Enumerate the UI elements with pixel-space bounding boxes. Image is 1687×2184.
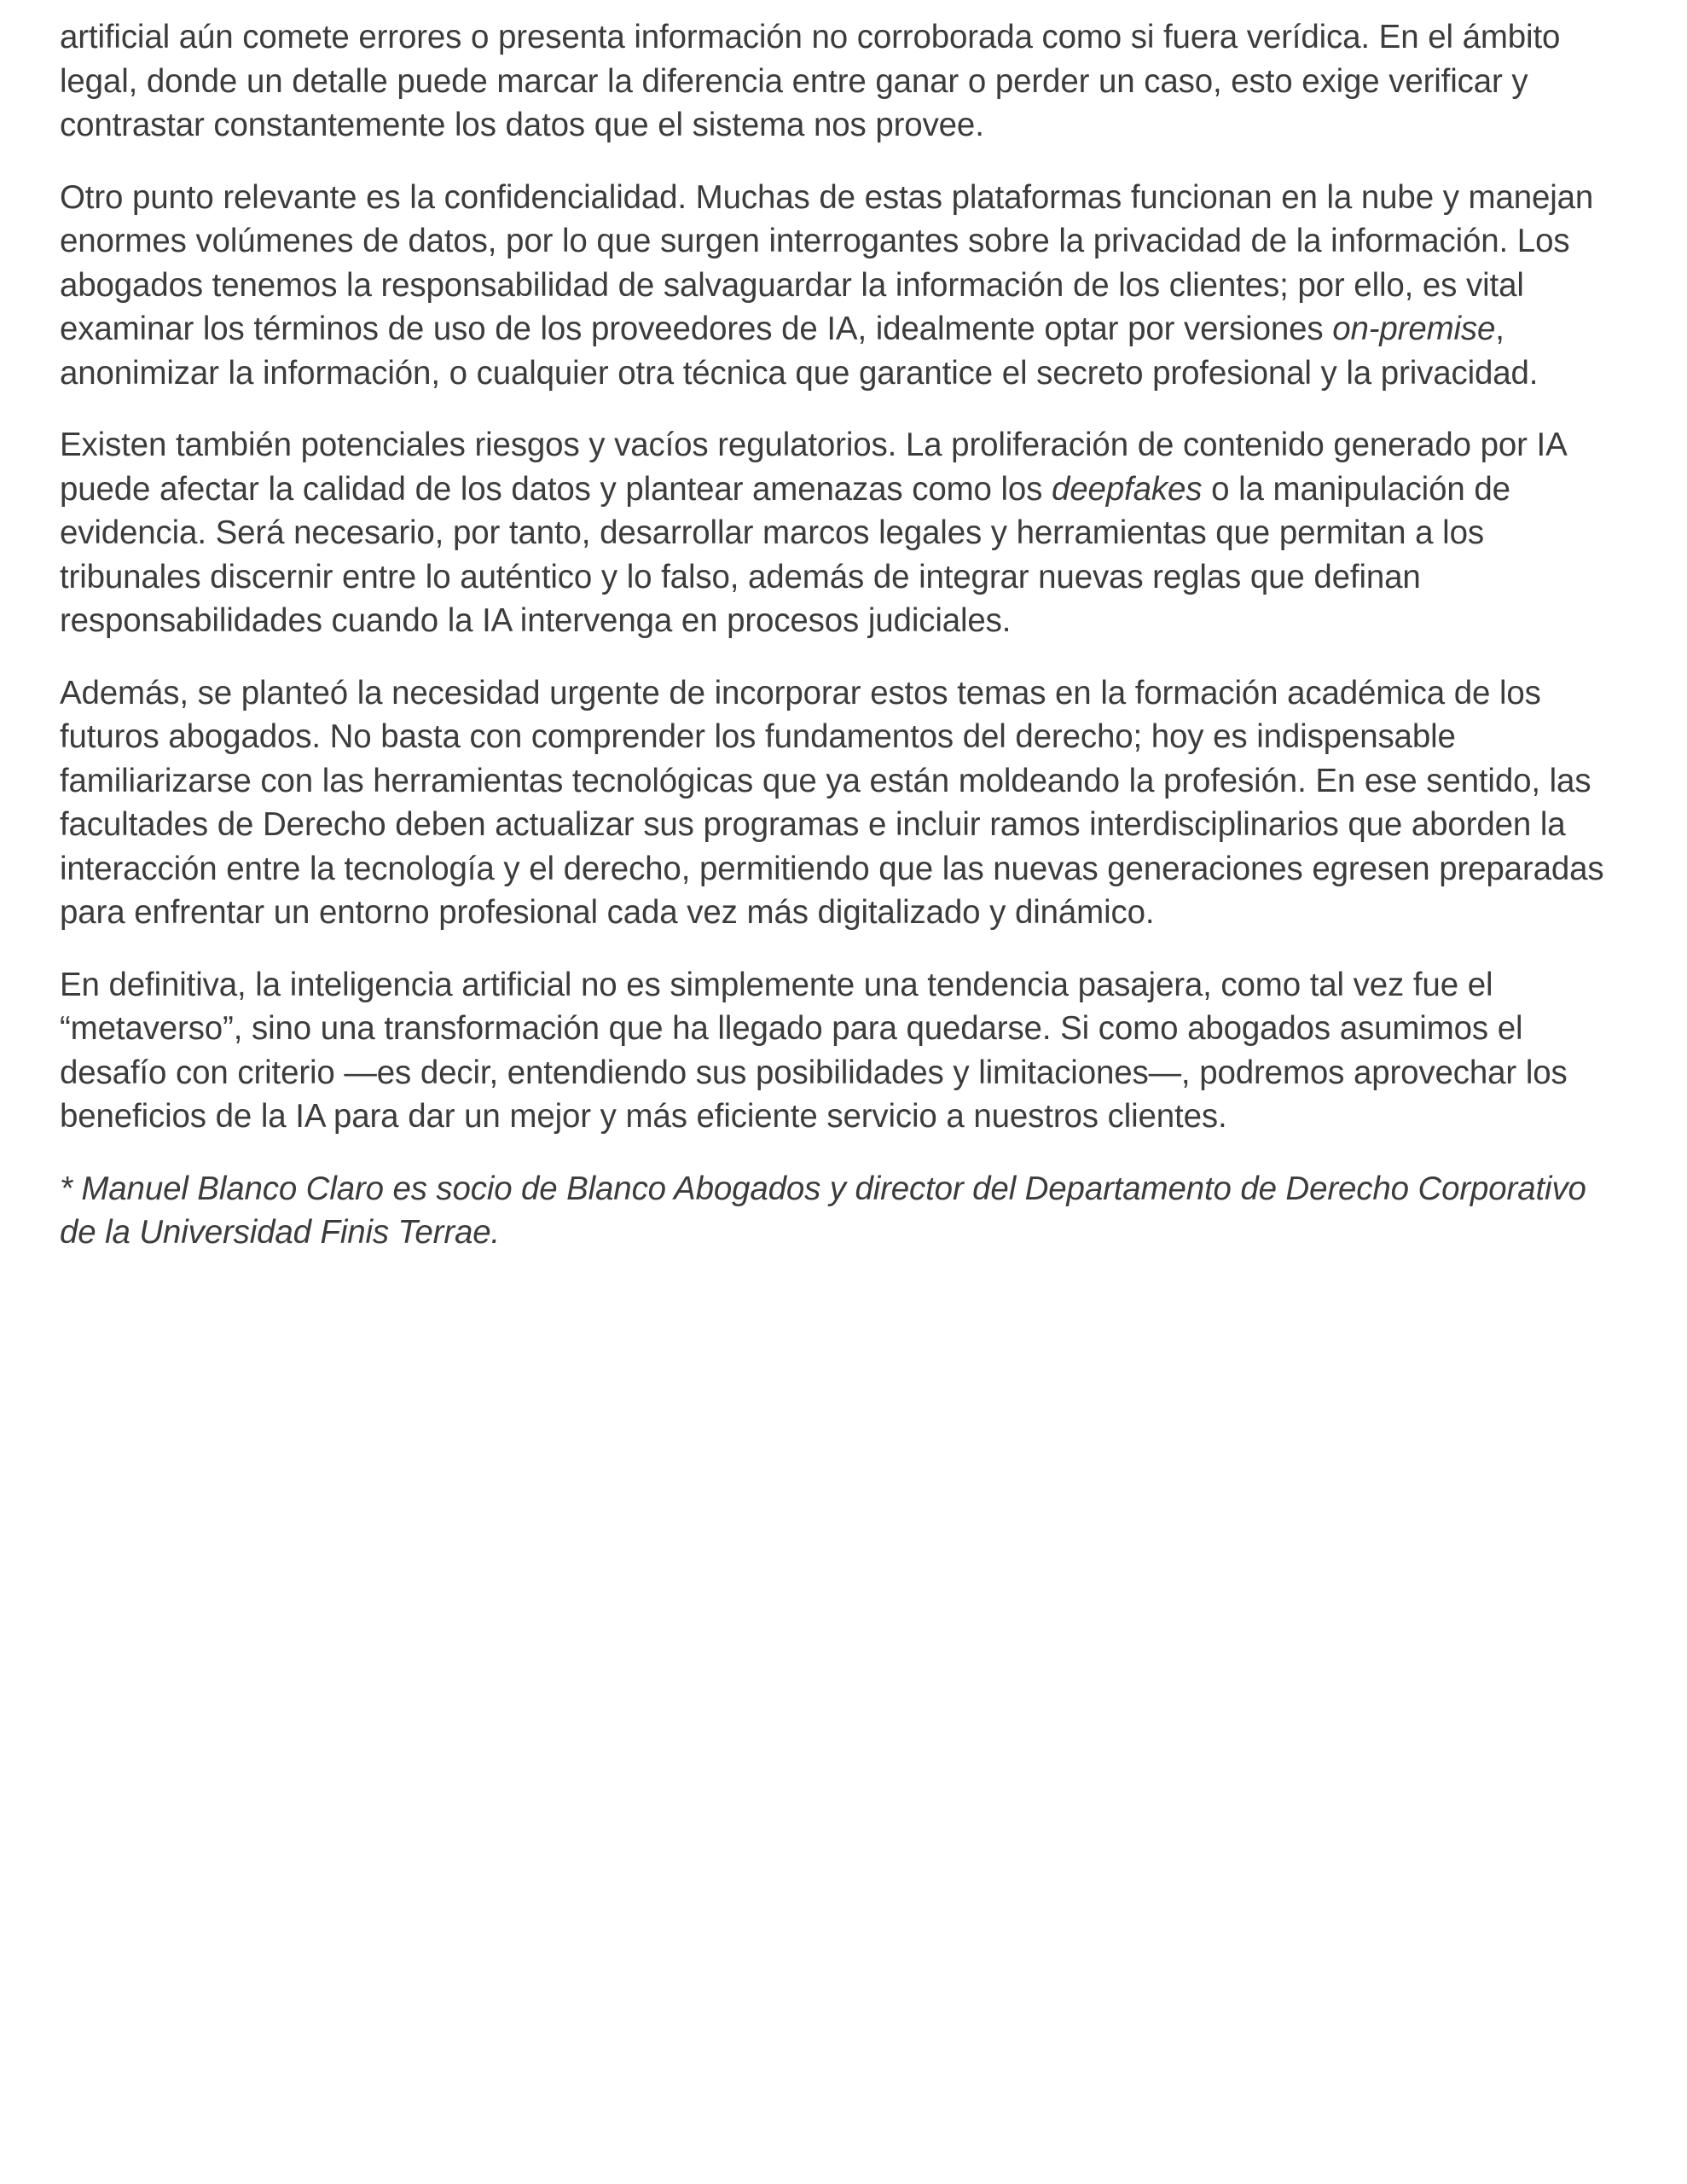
paragraph-1 [60,15,1614,148]
paragraph-2-text-part-1: Otro punto relevante es la confidencialidad. Muchas de estas plataformas funcionan en la nube y manejan enormes volúmenes de datos, por lo que surgen interrogantes sobre la privacidad de la información. Los abogados tenemos la responsabilidad de salvaguardar la información de los clientes; por ello, es vital examinar los términos de uso de los proveedores de IA, idealmente optar por versiones [60,178,1594,347]
paragraph-5 [60,963,1614,1139]
paragraph-4 [60,671,1614,935]
paragraph-1-text: artificial aún comete errores o presenta información no corroborada como si fuera verídica. En el ámbito legal, donde un detalle puede marcar la diferencia entre ganar o perder un caso, esto exige verificar y contrastar constantemente los datos que el sistema nos provee. [60,19,1561,143]
author-attribution: * Manuel Blanco Claro es socio de Blanco Abogados y director del Departamento de Derecho Corporativo de la Universidad Finis Terrae. [60,1170,1586,1251]
paragraph-2-text-part-2: , anonimizar la información, o cualquier otra técnica que garantice el secreto profesional y la privacidad. [60,311,1539,392]
paragraph-3 [60,423,1614,643]
paragraph-3-text-part-2: o la manipulación de evidencia. Será necesario, por tanto, desarrollar marcos legales y herramientas que permitan a los tribunales discernir entre lo auténtico y lo falso, además de integrar nuevas reglas que definan responsabilidades cuando la IA intervenga en procesos judiciales. [60,470,1510,639]
paragraph-2 [60,176,1614,396]
paragraph-2-emphasis-on-premise: on-premise [1332,311,1496,347]
paragraph-3-text-part-1: Existen también potenciales riesgos y vacíos regulatorios. La proliferación de contenido generado por IA puede afectar la calidad de los datos y plantear amenazas como los [60,427,1566,508]
paragraph-3-emphasis-deepfakes: deepfakes [1052,470,1203,508]
paragraph-4-text: Además, se planteó la necesidad urgente de incorporar estos temas en la formación académica de los futuros abogados. No basta con comprender los fundamentos del derecho; hoy es indispensable familiarizarse con las herramientas tecnológicas que ya están moldeando la profesión. En ese sentido, las facultades de Derecho deben actualizar sus programas e incluir ramos interdisciplinarios que aborden la interacción entre la tecnología y el derecho, permitiendo que las nuevas generaciones egresen preparadas para enfrentar un entorno profesional cada vez más digitalizado y dinámico. [60,674,1604,931]
article-body [60,15,1614,1255]
paragraph-5-text: En definitiva, la inteligencia artificial no es simplemente una tendencia pasajera, como tal vez fue el “metaverso”, sino una transformación que ha llegado para quedarse. Si como abogados asumimos el desafío con criterio —es decir, entendiendo sus posibilidades y limitaciones—, podremos aprovechar los beneficios de la IA para dar un mejor y más eficiente servicio a nuestros clientes. [60,966,1568,1135]
